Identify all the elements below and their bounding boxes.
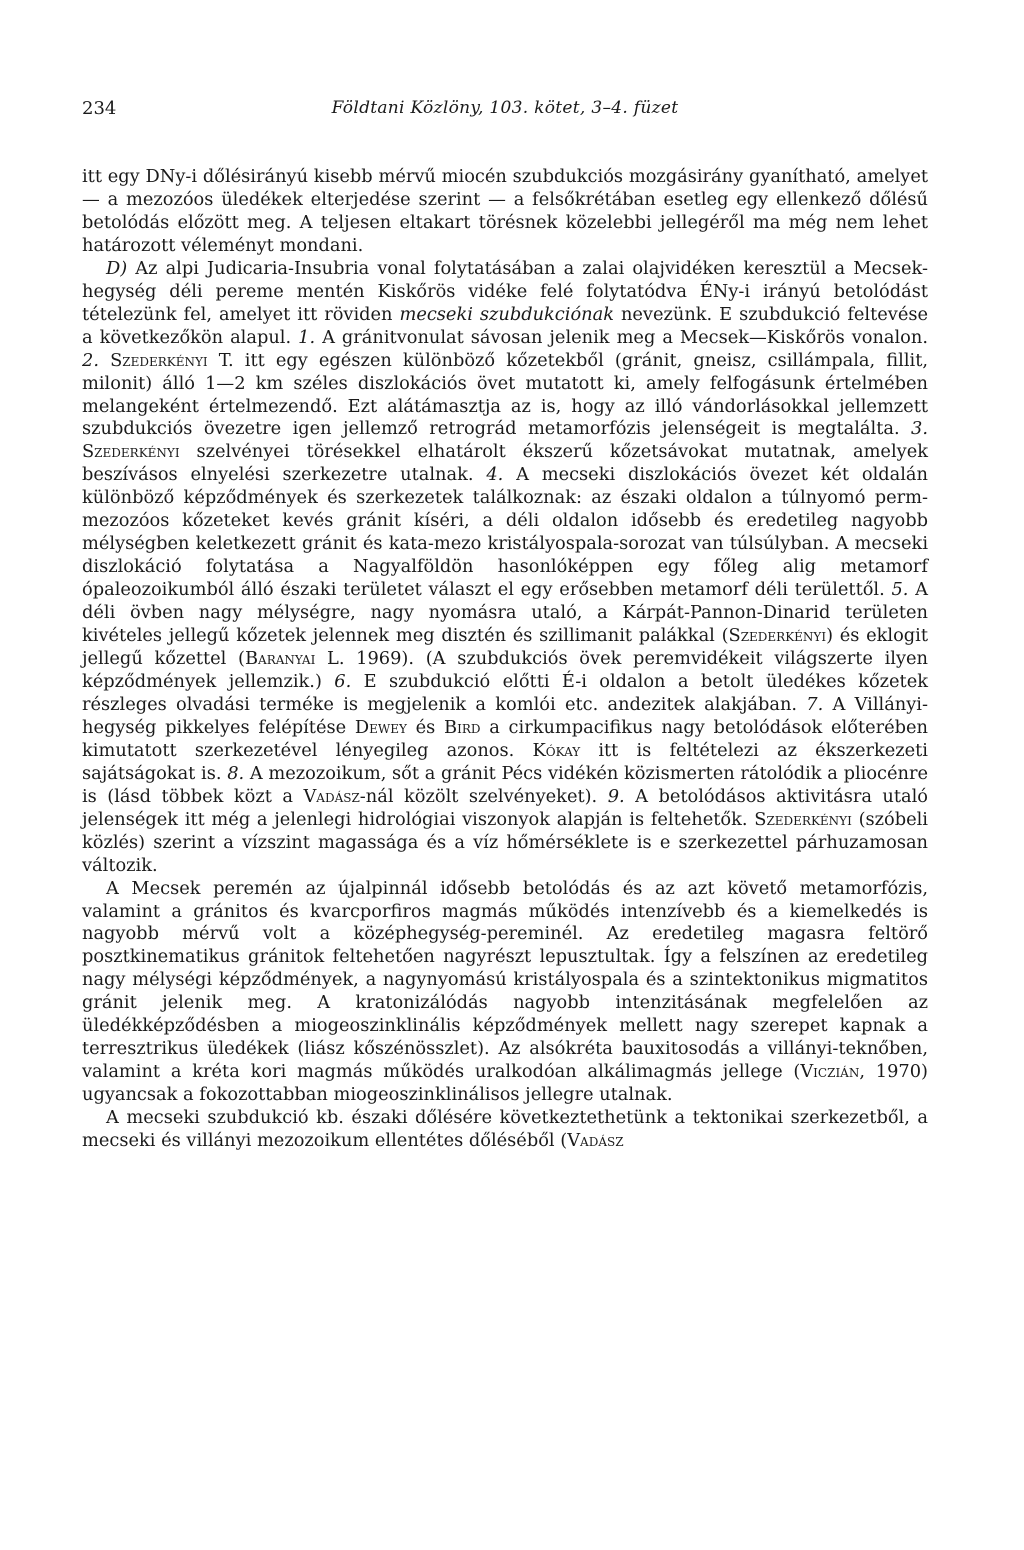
author-name: Dewey [354,716,407,738]
author-name: Szederkényi [728,625,827,647]
list-number: 8. [227,762,245,784]
list-number: 3. [911,418,928,440]
paragraph-4: A mecseki szubdukció kb. északi dőlésére következtethetünk a tektonikai szerkezetből, a mecseki és villányi mezozoikum ellentétes dőléséből (Vadász [82,1107,928,1152]
author-name: Viczián [800,1061,860,1083]
list-number: 1. [298,326,316,348]
list-number: 2. [82,349,99,371]
document-page [82,98,928,1518]
author-name: Vadász [567,1130,624,1152]
list-number: 5. [891,579,909,601]
paragraph-3: A Mecsek peremén az újalpinnál idősebb betolódás és az azt követő metamorfózis, valamint a gránitos és kvarcporfiros magmás működés intenzívebb és a kiemelkedés is nagyobb mérvű volt a középhegység-pereminél. Az eredetileg magasra feltörő posztkinematikus gránitok feltehetően nagyrészt lepusztultak. Így a felszínen az eredetileg nagy mélységi képződmények, a nagynyomású kristályospala és a szintektonikus migmatitos gránit jelenik meg. A kratonizálódás nagyobb intenzitásának megfelelően az üledékképződésben a miogeoszinklinális képződmények mellett nagy szerepet kapnak a terresztrikus üledékek (liász kőszénösszlet). Az alsókréta bauxitosodás a villányi-teknőben, valamint a kréta kori magmás működés uralkodóan alkálimagmás jellege (Viczián, 1970) ugyancsak a fokozottabban miogeoszinklinálisos jellegre utalnak. [82,877,928,1106]
paragraph-1: itt egy DNy-i dőlésirányú kisebb mérvű miocén szubdukciós mozgásirány gyanítható, amelyet — a mezozóos üledékek elterjedése szerint — a felsőkrétában esetleg egy ellenkező dőlésű betolódás előzött meg. A teljesen eltakart törésnek közelebbi jellegéről ma még nem lehet határozott véleményt mondani. [82,166,928,256]
author-name: Szederkényi [754,808,852,830]
list-number: 4. [486,464,504,486]
list-number: 9. [607,785,625,807]
body-text [82,166,928,1153]
term-mecseki-szubdukcio: mecseki szubdukciónak [399,303,614,325]
section-label: D) [106,257,128,279]
list-number: 6. [334,670,352,692]
running-title: Földtani Közlöny, 103. kötet, 3–4. füzet [331,98,679,118]
author-name: Bird [444,716,481,738]
author-name: Vadász [303,785,360,807]
page-header [82,98,928,124]
page-number: 234 [82,98,117,119]
author-name: Szederkényi [110,349,208,371]
author-name: Kókay [532,739,581,761]
list-number: 7. [806,693,824,715]
author-name: Szederkényi [82,441,180,463]
paragraph-2: D) Az alpi Judicaria-Insubria vonal folytatásában a zalai olajvidéken keresztül a Mecsek-hegység déli pereme mentén Kiskőrös vidéke felé folytatódva ÉNy-i irányú betolódást tételezünk fel, amelyet itt röviden mecseki szubdukciónak nevezünk. E szubdukció feltevése a következőkön alapul. 1. A gránitvonulat sávosan jelenik meg a Mecsek—Kiskőrös vonalon. 2. Szederkényi T. itt egy egészen különböző kőzetekből (gránit, gneisz, csillámpala, fillit, milonit) álló 1—2 km széles diszlokációs övet mutatott ki, amely felfogásunk értelmében melangeként értelmezendő. Ezt alátámasztja az is, hogy az illó vándorlásokkal jellemzett szubdukciós övezetre igen jellemző retrográd metamorfózis jelenségeit is megtalálta. 3. Szederkényi szelvényei törésekkel elhatárolt ékszerű kőzetsávokat mutatnak, amelyek beszívásos elnyelési szerkezetre utalnak. 4. A mecseki diszlokációs övezet két oldalán különböző képződmények és szerkezetek találkoznak: az északi oldalon a túlnyomó perm-mezozóos kőzeteket kevés gránit kíséri, a déli oldalon idősebb és eredetileg nagyobb mélységben keletkezett gránit és kata-mezo kristályospala-sorozat van túlsúlyban. A mecseki diszlokáció folytatása a Nagyalföldön hasonlóképpen egy főleg alig metamorf ópaleozoikumból álló északi területet választ el egy erősebben metamorf déli területtől. 5. A déli övben nagy mélységre, nagy nyomásra utaló, a Kárpát-Pannon-Dinarid területen kivételes jellegű kőzetek jelennek meg disztén és szillimanit palákkal (Szederkényi) és eklogit jellegű kőzettel (Baranyai L. 1969). (A szubdukciós övek peremvidékeit világszerte ilyen képződmények jellemzik.) 6. E szubdukció előtti É-i oldalon a betolt üledékes kőzetek részleges olvadási terméke is megjelenik a komlói etc. andezitek alakjában. 7. A Villányi-hegység pikkelyes felépítése Dewey és Bird a cirkumpacifikus nagy betolódások előterében kimutatott szerkezetével lényegileg azonos. Kókay itt is feltételezi az ékszerkezeti sajátságokat is. 8. A mezozoikum, sőt a gránit Pécs vidékén közismerten rátolódik a pliocénre is (lásd többek közt a Vadász-nál közölt szelvényeket). 9. A betolódásos aktivitásra utaló jelenségek itt még a jelenlegi hidrológiai viszonyok alapján is feltehetők. Szederkényi (szóbeli közlés) szerint a vízszint magassága és a víz hőmérséklete is e szerkezettel párhuzamosan változik. [82,257,929,876]
author-name: Baranyai L. [244,648,345,670]
